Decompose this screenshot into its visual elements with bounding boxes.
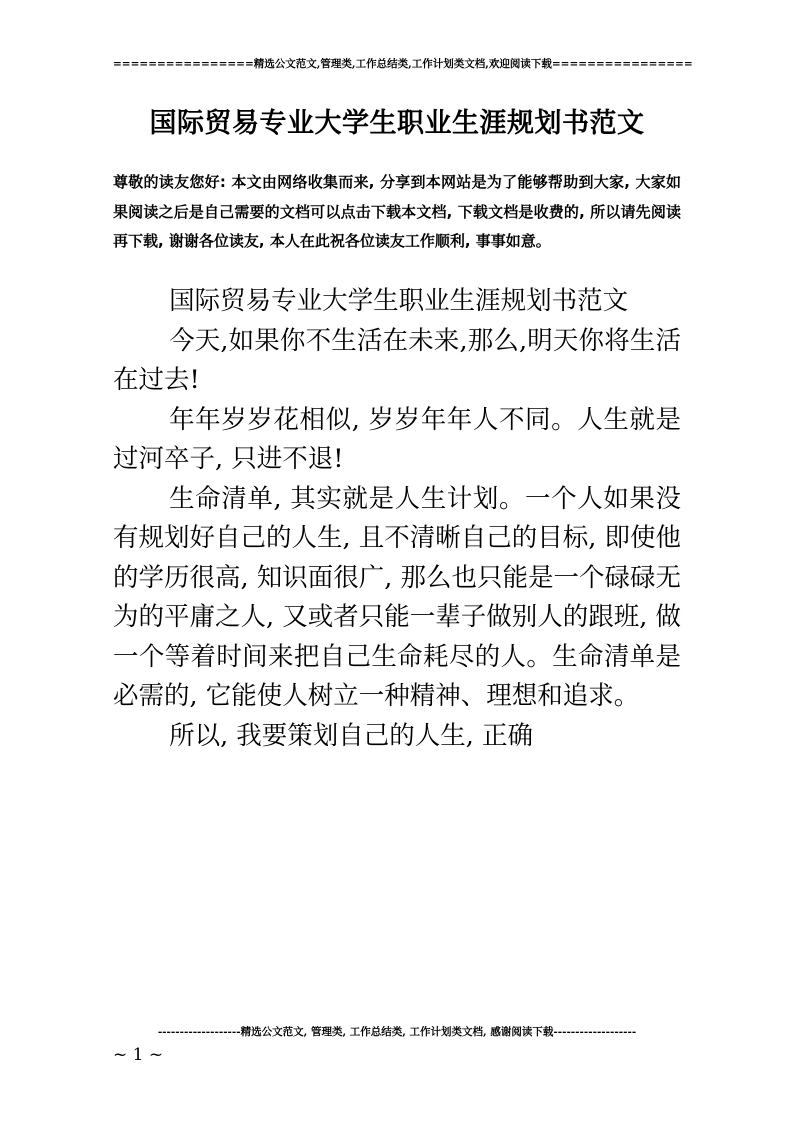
page-footer (113, 1026, 681, 1065)
header-banner: ================精选公文范文,管理类,工作总结类,工作计划类文档,欢迎阅读下载================ (113, 58, 693, 70)
paragraph: 今天,如果你不生活在未来,那么,明天你将生活在过去! (113, 325, 681, 396)
document-body (113, 282, 681, 756)
reader-notice: 尊敬的读友您好: 本文由网络收集而来, 分享到本网站是为了能够帮助到大家, 大家如果阅读之后是自己需要的文档可以点击下载本文档, 下载文档是收费的, 所以请先阅读再下载, 谢谢各位读友, 本人在此祝各位读友工作顺利, 事事如意。 (113, 173, 681, 250)
footer-banner: -------------------精选公文范文, 管理类, 工作总结类, 工作计划类文档, 感谢阅读下载------------------- (157, 1026, 637, 1038)
paragraph: 生命清单, 其实就是人生计划。一个人如果没有规划好自己的人生, 且不清晰自己的目标, 即使他的学历很高, 知识面很广, 那么也只能是一个碌碌无为的平庸之人, 又或者只能一辈子做别人的跟班, 做一个等着时间来把自己生命耗尽的人。生命清单是必需的, 它能使人树立一种精神、理想和追求。 (113, 483, 681, 712)
paragraph: 所以, 我要策划自己的人生, 正确 (169, 720, 534, 751)
document-content (113, 0, 693, 756)
paragraph: 年年岁岁花相似, 岁岁年年人不同。人生就是过河卒子, 只进不退! (113, 404, 681, 475)
page-title: 国际贸易专业大学生职业生涯规划书范文 (149, 107, 645, 139)
paragraph: 国际贸易专业大学生职业生涯规划书范文 (169, 286, 629, 317)
page-number: ~ 1 ~ (113, 1044, 164, 1065)
